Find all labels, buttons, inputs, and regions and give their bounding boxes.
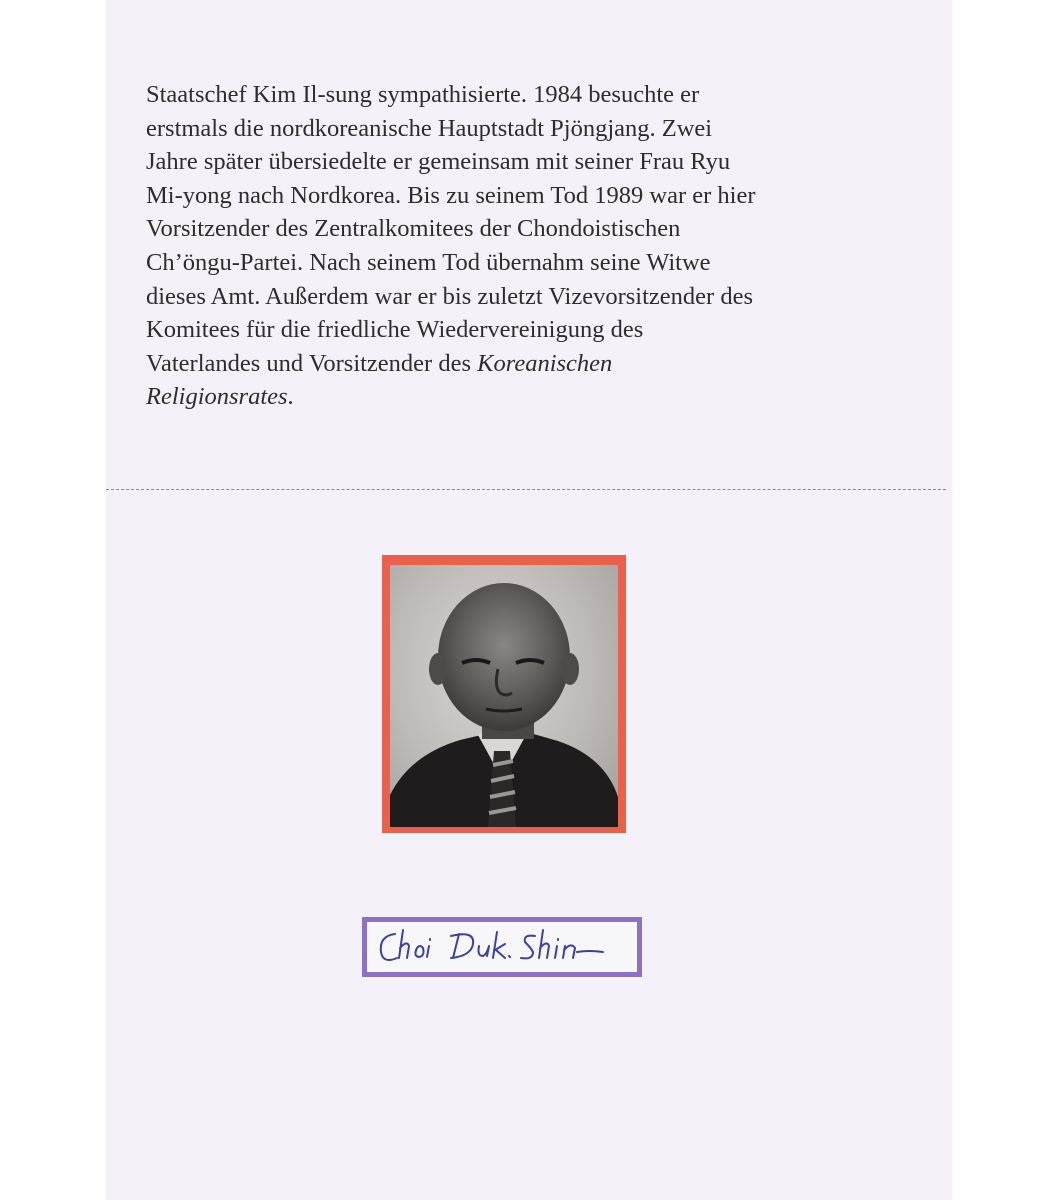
biography-paragraph: [146, 78, 936, 414]
paragraph-line: Vorsitzender des Zentralkomitees der Chondoistischen: [146, 215, 681, 243]
paragraph-line: [146, 380, 936, 414]
photo-mount: [382, 555, 626, 833]
paragraph-line: Staatschef Kim Il-sung sympathisierte. 1984 besuchte er: [146, 81, 700, 108]
italic-term: Religionsrates: [146, 383, 288, 411]
paragraph-line: Ch’öngu-Partei. Nach seinem Tod übernahm seine Witwe: [146, 248, 711, 276]
dashed-cut-line: [106, 489, 946, 490]
paragraph-text: .: [287, 383, 294, 411]
signature: [367, 922, 637, 972]
paragraph-line: erstmals die nordkoreanische Hauptstadt Pjöngjang. Zwei: [146, 114, 713, 142]
italic-term: Koreanischen: [477, 349, 613, 377]
paragraph-text: Vaterlandes und Vorsitzender des: [146, 349, 478, 377]
paragraph-line: dieses Amt. Außerdem war er bis zuletzt Vizevorsitzender des: [146, 282, 753, 310]
document-page: [106, 0, 952, 1200]
paragraph-line: Mi-yong nach Nordkorea. Bis zu seinem Tod 1989 war er hier: [146, 181, 756, 209]
paragraph-line: [146, 347, 936, 381]
paragraph-line: Komitees für die friedliche Wiedervereinigung des: [146, 316, 644, 344]
signature-mount: [362, 917, 642, 977]
portrait-photo: [390, 565, 618, 827]
paragraph-line: Jahre später übersiedelte er gemeinsam mit seiner Frau Ryu: [146, 148, 731, 176]
